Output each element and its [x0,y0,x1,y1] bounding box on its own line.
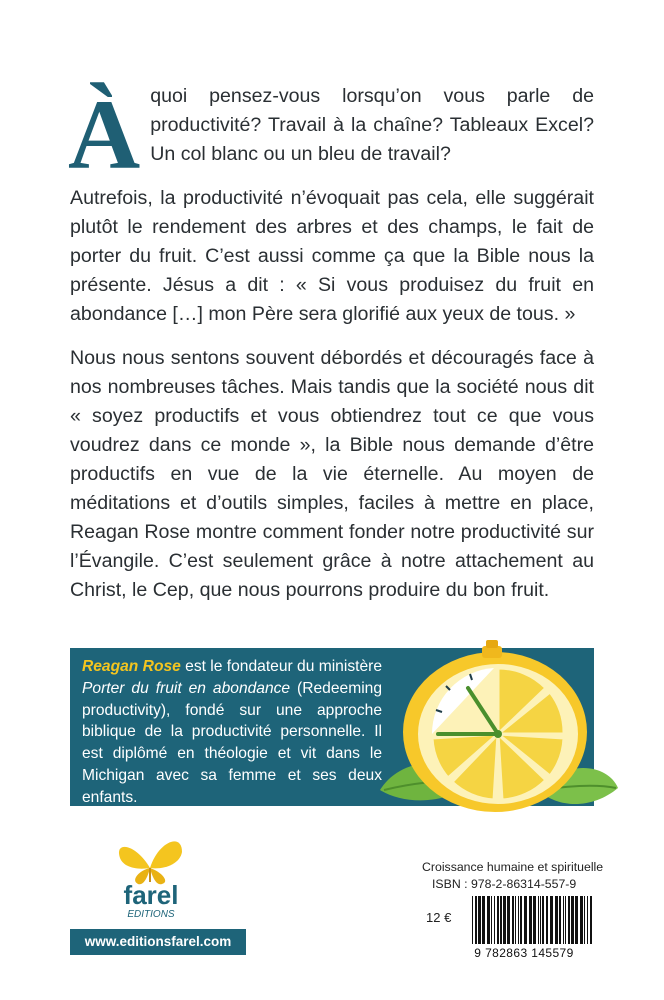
barcode-bar [538,896,539,944]
publisher-website-link[interactable]: www.editionsfarel.com [70,929,246,955]
barcode-bar [512,896,514,944]
price-label: 12 € [426,910,452,925]
farel-logo [106,824,196,920]
barcode-bar [515,896,516,944]
barcode-bar [568,896,570,944]
logo-wordmark: farel [123,880,179,910]
drop-cap: À [68,79,141,190]
barcode-bar [518,896,519,944]
barcode-bar [524,896,527,944]
barcode-bar [546,896,548,944]
barcode-bar [520,896,522,944]
butterfly-icon [119,841,182,884]
barcode-bar [478,896,481,944]
barcode-bar [475,896,477,944]
barcode-bar [529,896,532,944]
barcode-bar [580,896,583,944]
isbn-label: ISBN : 978-2-86314-557-9 [432,877,577,891]
blurb-paragraph-2: Autrefois, la productivité n’évoquait pas cela, elle suggérait plutôt le rendement des arbres et des champs, le fait de porter du fruit. C’est aussi comme ça que la Bible nous la présente. Jésus a dit : « Si vous produisez du fruit en abondance […] mon Père sera glorifié aux yeux de tous. » [70,187,594,325]
author-bio-part-2: (Redeeming productivity), fondé sur une approche biblique de la productivité personnelle. Il est diplômé en théologie et vit dans le Michigan avec sa femme et ses deux enfants. [82,679,382,806]
barcode-bar [575,896,578,944]
blurb-paragraph-3: Nous nous sentons souvent débordés et découragés face à nos nombreuses tâches. Mais tandis que la société nous dit « soyez productifs et vous obtiendrez tout ce que vous voudrez dans ce monde », la Bible nous demande d’être productifs en vue de la vie éternelle. Au moyen de méditations et d’outils simples, faciles à mettre en place, Reagan Rose montre comment fonder notre productivité sur l’Évangile. C’est seulement grâce à notre attachement au Christ, le Cep, que nous pourrons produire du bon fruit. [70,347,594,601]
barcode-bar [555,896,558,944]
author-bio-text [82,656,382,809]
book-category: Croissance humaine et spirituelle [422,860,604,874]
author-name: Reagan Rose [82,658,181,675]
barcode-bar [491,896,492,944]
barcode-bar [559,896,561,944]
barcode-bar [500,896,502,944]
barcode-bar [542,896,544,944]
barcode-number: 9 782863 145579 [474,946,574,960]
barcode-bar [472,896,473,944]
barcode-bar [533,896,536,944]
back-cover-blurb [68,79,594,620]
isbn-barcode [470,896,594,944]
barcode-bar [550,896,553,944]
blurb-paragraph-1-text: quoi pensez-vous lorsqu’on vous parle de productivité? Travail à la chaîne? Tableaux Excel? Un col blanc ou un bleu de travail? [150,85,594,165]
barcode-bar [540,896,541,944]
ministry-title: Porter du fruit en abondance [82,679,291,697]
barcode-bar [487,896,490,944]
lemon-clock-illustration [370,630,620,826]
barcode-bar [590,896,592,944]
barcode-bar [565,896,566,944]
barcode-bar [587,896,588,944]
blurb-paragraph-1 [68,79,594,190]
barcode-bar [571,896,574,944]
barcode-bar [507,896,510,944]
logo-subtext: EDITIONS [127,909,175,920]
barcode-bar [584,896,585,944]
barcode-bar [482,896,485,944]
barcode-bar [563,896,564,944]
barcode-bar [503,896,506,944]
barcode-bar [494,896,495,944]
barcode-bar [497,896,499,944]
author-bio-part-1: est le fondateur du ministère [180,658,382,675]
